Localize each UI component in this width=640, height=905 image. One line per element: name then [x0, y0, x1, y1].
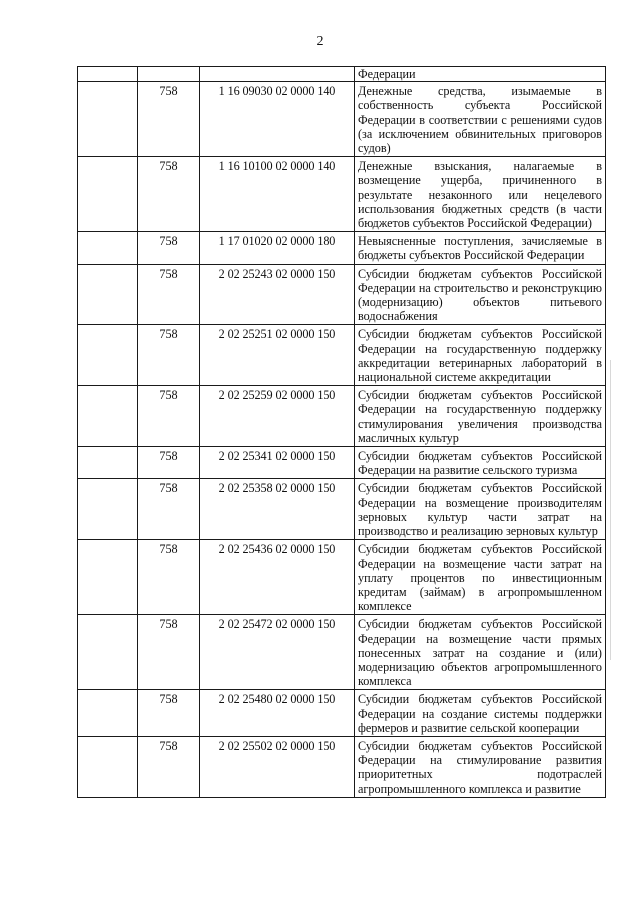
revenue-name-cell: Субсидии бюджетам субъектов Российской Федерации на развитие сельского туризма — [355, 447, 606, 479]
blank-cell — [78, 447, 138, 479]
revenue-code-cell: 2 02 25243 02 0000 150 — [200, 264, 355, 325]
revenue-name-cell: Субсидии бюджетам субъектов Российской Федерации на государственную поддержку аккредитации ветеринарных лабораторий в национальной системе аккредитации — [355, 325, 606, 386]
table-row — [78, 157, 606, 232]
page-number: 2 — [316, 34, 324, 49]
revenue-name-cell: Субсидии бюджетам субъектов Российской Федерации на возмещение части прямых понесенных затрат на создание и (или) модернизацию объектов агропромышленного комплекса — [355, 615, 606, 690]
table-row — [78, 67, 606, 82]
blank-cell — [78, 264, 138, 325]
table-row — [78, 447, 606, 479]
admin-code-cell: 758 — [138, 479, 200, 540]
blank-cell — [78, 67, 138, 82]
table-row — [78, 232, 606, 264]
admin-code-cell — [138, 67, 200, 82]
revenue-code-cell: 2 02 25341 02 0000 150 — [200, 447, 355, 479]
blank-cell — [78, 232, 138, 264]
admin-code-cell: 758 — [138, 386, 200, 447]
admin-code-cell: 758 — [138, 540, 200, 615]
table-row — [78, 325, 606, 386]
table-row — [78, 386, 606, 447]
revenue-code-cell: 2 02 25480 02 0000 150 — [200, 690, 355, 737]
admin-code-cell: 758 — [138, 447, 200, 479]
revenue-name-cell: Субсидии бюджетам субъектов Российской Федерации на стимулирование развития приоритетных подотраслей агропромышленного комплекса и развитие — [355, 736, 606, 797]
blank-cell — [78, 82, 138, 157]
admin-code-cell: 758 — [138, 264, 200, 325]
admin-code-cell: 758 — [138, 615, 200, 690]
revenue-code-cell: 2 02 25502 02 0000 150 — [200, 736, 355, 797]
revenue-codes-table — [77, 66, 606, 798]
revenue-code-cell: 1 17 01020 02 0000 180 — [200, 232, 355, 264]
admin-code-cell: 758 — [138, 690, 200, 737]
admin-code-cell: 758 — [138, 82, 200, 157]
revenue-code-cell: 2 02 25472 02 0000 150 — [200, 615, 355, 690]
table-row — [78, 540, 606, 615]
revenue-name-cell: Невыясненные поступления, зачисляемые в бюджеты субъектов Российской Федерации — [355, 232, 606, 264]
admin-code-cell: 758 — [138, 325, 200, 386]
table-row — [78, 479, 606, 540]
revenue-name-cell: Денежные средства, изымаемые в собственность субъекта Российской Федерации в соответствии с решениями судов (за исключением обвинительных приговоров судов) — [355, 82, 606, 157]
table-row — [78, 690, 606, 737]
blank-cell — [78, 736, 138, 797]
revenue-name-cell: Субсидии бюджетам субъектов Российской Федерации на возмещение части затрат на уплату процентов по инвестиционным кредитам (займам) в агропромышленном комплексе — [355, 540, 606, 615]
revenue-name-cell: Субсидии бюджетам субъектов Российской Федерации на строительство и реконструкцию (модернизацию) объектов питьевого водоснабжения — [355, 264, 606, 325]
blank-cell — [78, 325, 138, 386]
blank-cell — [78, 540, 138, 615]
revenue-code-cell: 2 02 25251 02 0000 150 — [200, 325, 355, 386]
revenue-name-cell: Денежные взыскания, налагаемые в возмещение ущерба, причиненного в результате незаконного или нецелевого использования бюджетных средств (в части бюджетов субъектов Российской Федерации) — [355, 157, 606, 232]
blank-cell — [78, 386, 138, 447]
admin-code-cell: 758 — [138, 157, 200, 232]
revenue-code-cell: 1 16 09030 02 0000 140 — [200, 82, 355, 157]
table-row — [78, 82, 606, 157]
revenue-code-cell — [200, 67, 355, 82]
table-row — [78, 736, 606, 797]
table-row — [78, 615, 606, 690]
revenue-name-cell: Субсидии бюджетам субъектов Российской Федерации на создание системы поддержки фермеров и развитие сельской кооперации — [355, 690, 606, 737]
revenue-code-cell: 2 02 25358 02 0000 150 — [200, 479, 355, 540]
blank-cell — [78, 615, 138, 690]
revenue-name-cell: Субсидии бюджетам субъектов Российской Федерации на возмещение производителям зерновых культур части затрат на производство и реализацию зерновых культур — [355, 479, 606, 540]
revenue-code-cell: 2 02 25436 02 0000 150 — [200, 540, 355, 615]
revenue-code-cell: 1 16 10100 02 0000 140 — [200, 157, 355, 232]
admin-code-cell: 758 — [138, 736, 200, 797]
blank-cell — [78, 479, 138, 540]
revenue-name-cell: Федерации — [355, 67, 606, 82]
blank-cell — [78, 690, 138, 737]
blank-cell — [78, 157, 138, 232]
revenue-name-cell: Субсидии бюджетам субъектов Российской Федерации на государственную поддержку стимулирования увеличения производства масличных культур — [355, 386, 606, 447]
scan-margin-shadow — [610, 360, 615, 660]
revenue-code-cell: 2 02 25259 02 0000 150 — [200, 386, 355, 447]
table-row — [78, 264, 606, 325]
admin-code-cell: 758 — [138, 232, 200, 264]
